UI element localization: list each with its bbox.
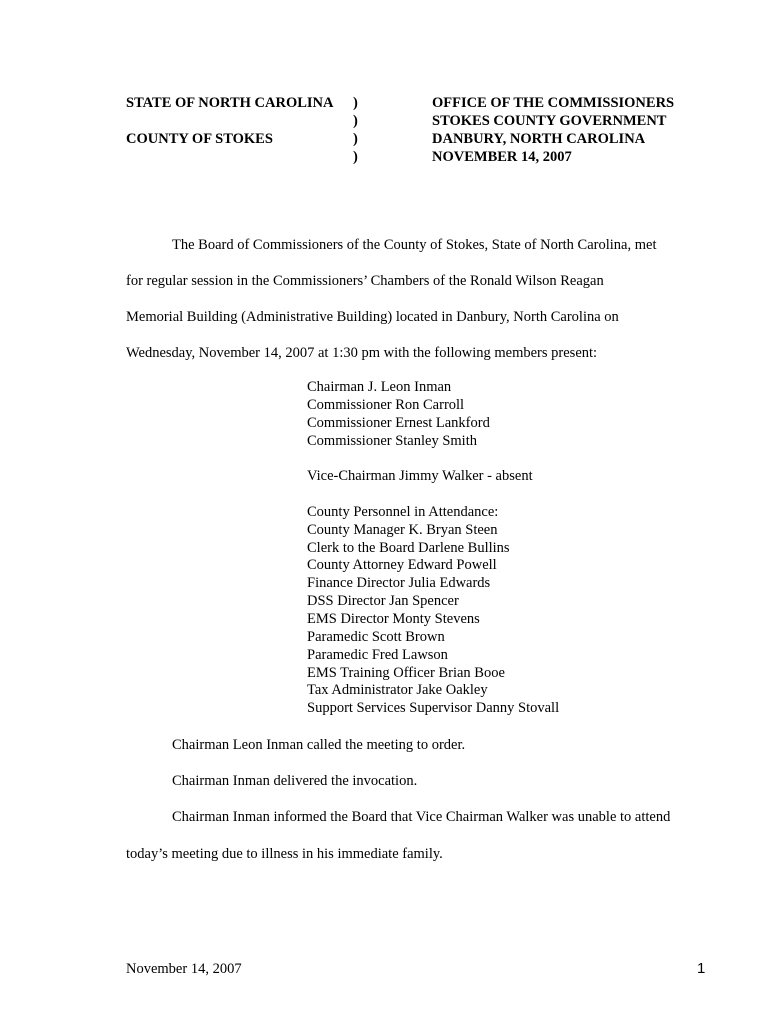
personnel-item: Support Services Supervisor Danny Stovall bbox=[307, 700, 560, 716]
caption-paren: ) bbox=[353, 131, 358, 147]
personnel-item: Clerk to the Board Darlene Bullins bbox=[307, 540, 510, 556]
meeting-date: NOVEMBER 14, 2007 bbox=[432, 149, 572, 165]
intro-line: The Board of Commissioners of the County of Stokes, State of North Carolina, met bbox=[172, 237, 657, 253]
member-item: Commissioner Ron Carroll bbox=[307, 397, 465, 413]
county-label: COUNTY OF STOKES bbox=[126, 131, 273, 147]
personnel-item: County Manager K. Bryan Steen bbox=[307, 522, 498, 538]
intro-line: for regular session in the Commissioners’ Chambers of the Ronald Wilson Reagan bbox=[126, 273, 604, 289]
caption-paren: ) bbox=[353, 95, 358, 111]
absent-member: Vice-Chairman Jimmy Walker - absent bbox=[307, 468, 533, 484]
location-line: DANBURY, NORTH CAROLINA bbox=[432, 131, 646, 147]
absence-note-continued: today’s meeting due to illness in his immediate family. bbox=[126, 846, 443, 862]
intro-line: Memorial Building (Administrative Building) located in Danbury, North Carolina on bbox=[126, 309, 619, 325]
caption-paren: ) bbox=[353, 113, 358, 129]
personnel-heading: County Personnel in Attendance: bbox=[307, 504, 499, 520]
government-name: STOKES COUNTY GOVERNMENT bbox=[432, 113, 667, 129]
caption-paren: ) bbox=[353, 149, 358, 165]
state-label: STATE OF NORTH CAROLINA bbox=[126, 95, 334, 111]
personnel-item: County Attorney Edward Powell bbox=[307, 557, 497, 573]
member-item: Chairman J. Leon Inman bbox=[307, 379, 452, 395]
page-number: 1 bbox=[697, 960, 706, 977]
personnel-item: DSS Director Jan Spencer bbox=[307, 593, 459, 609]
personnel-item: Paramedic Scott Brown bbox=[307, 629, 445, 645]
personnel-item: Finance Director Julia Edwards bbox=[307, 575, 491, 591]
member-item: Commissioner Stanley Smith bbox=[307, 433, 477, 449]
absence-note: Chairman Inman informed the Board that Vice Chairman Walker was unable to attend bbox=[172, 809, 671, 825]
personnel-item: EMS Training Officer Brian Booe bbox=[307, 665, 505, 681]
personnel-item: Paramedic Fred Lawson bbox=[307, 647, 448, 663]
personnel-item: EMS Director Monty Stevens bbox=[307, 611, 480, 627]
call-to-order: Chairman Leon Inman called the meeting to order. bbox=[172, 737, 466, 753]
intro-line: Wednesday, November 14, 2007 at 1:30 pm with the following members present: bbox=[126, 345, 598, 361]
personnel-item: Tax Administrator Jake Oakley bbox=[307, 682, 488, 698]
footer-date: November 14, 2007 bbox=[126, 961, 242, 977]
member-item: Commissioner Ernest Lankford bbox=[307, 415, 490, 431]
office-title: OFFICE OF THE COMMISSIONERS bbox=[432, 95, 675, 111]
invocation: Chairman Inman delivered the invocation. bbox=[172, 773, 418, 789]
